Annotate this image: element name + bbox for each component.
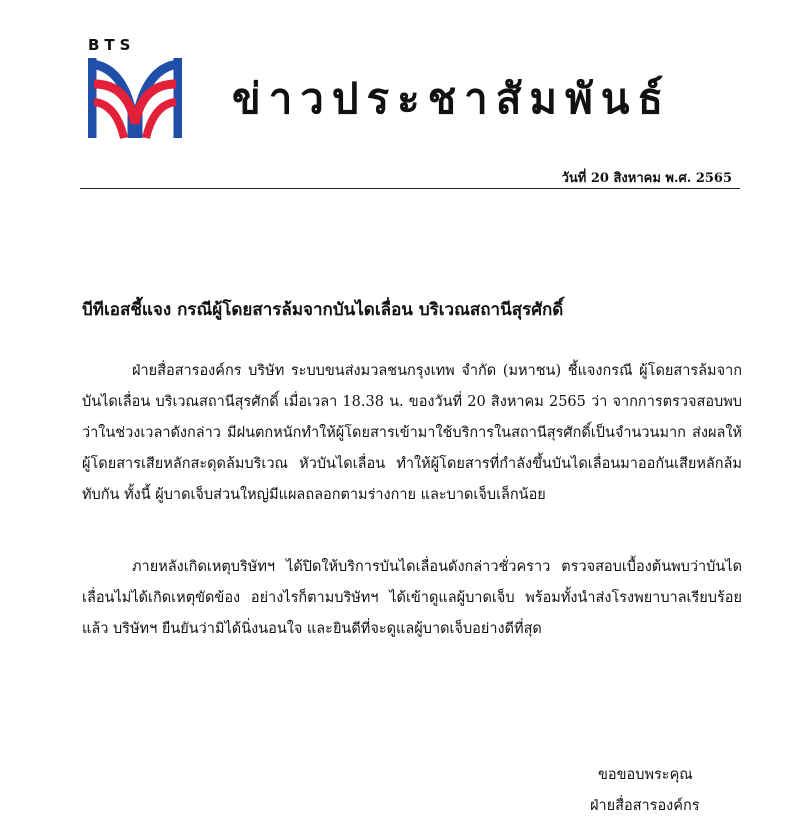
closing-thanks: ขอขอบพระคุณ <box>598 767 693 783</box>
document-date: วันที่ 20 สิงหาคม พ.ศ. 2565 <box>561 171 732 186</box>
bts-logo-mark <box>88 54 182 142</box>
body-paragraph-1: ฝ่ายสื่อสารองค์กร บริษัท ระบบขนส่งมวลชนกรุงเทพ จำกัด (มหาชน) ชี้แจงกรณี ผู้โดยสารล้มจากบันไดเลื่อน บริเวณสถานีสุรศักดิ์ เมื่อเวลา 18.38 น. ของวันที่ 20 สิงหาคม 2565 ว่า จากการตรวจสอบพบว่าในช่วงเวลาดังกล่าว มีฝนตกหนักทำให้ผู้โดยสารเข้ามาใช้บริการในสถานีสุรศักดิ์เป็นจำนวนมาก ส่งผลให้ผู้โดยสารเสียหลักสะดุดล้มบริเวณ หัวบันไดเลื่อน ทำให้ผู้โดยสารที่กำลังขึ้นบันไดเลื่อนมาออกันเสียหลักล้มทับกัน ทั้งนี้ ผู้บาดเจ็บส่วนใหญ่มีแผลถลอกตามร่างกาย และบาดเจ็บเล็กน้อย <box>82 363 742 503</box>
bts-logo-text: BTS <box>88 36 136 54</box>
closing-signature <box>590 760 740 822</box>
page-title: ข่าวประชาสัมพันธ์ <box>232 74 672 123</box>
bts-logo <box>88 38 182 142</box>
closing-department: ฝ่ายสื่อสารองค์กร <box>590 798 700 814</box>
subject-heading: บีทีเอสชี้แจง กรณีผู้โดยสารล้มจากบันไดเลื่อน บริเวณสถานีสุรศักดิ์ <box>82 300 564 320</box>
header-divider <box>80 188 740 189</box>
body-paragraph-2: ภายหลังเกิดเหตุบริษัทฯ ได้ปิดให้บริการบันไดเลื่อนดังกล่าวชั่วคราว ตรวจสอบเบื้องต้นพบว่าบันไดเลื่อนไม่ได้เกิดเหตุขัดข้อง อย่างไรก็ตามบริษัทฯ ได้เข้าดูแลผู้บาดเจ็บ พร้อมทั้งนำส่งโรงพยาบาลเรียบร้อยแล้ว บริษัทฯ ยืนยันว่ามิได้นิ่งนอนใจ และยินดีที่จะดูแลผู้บาดเจ็บอย่างดีที่สุด <box>82 559 742 637</box>
